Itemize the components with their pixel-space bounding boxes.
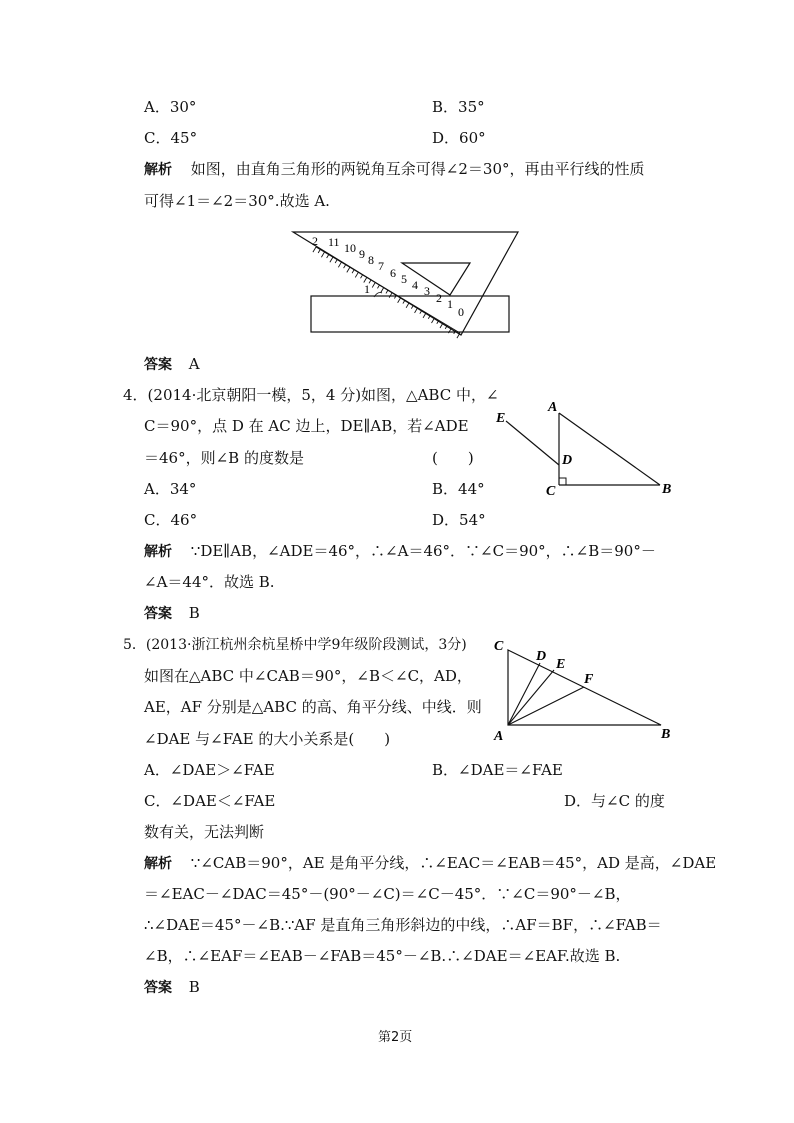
ruler-label: 6 xyxy=(390,266,396,280)
q5-stem-3: AE，AF 分别是△ABC 的高、角平分线、中线．则 xyxy=(144,698,482,716)
q5-stem-4: ∠DAE 与∠FAE 的大小关系是( ) xyxy=(144,730,391,748)
ruler-label: 0 xyxy=(458,305,464,319)
answer-value: A xyxy=(188,355,200,373)
q3-analysis xyxy=(144,158,644,181)
point-e-label: E xyxy=(496,411,506,426)
ruler-tick xyxy=(415,308,418,313)
ruler-tick xyxy=(389,293,392,298)
ruler-label: 2 xyxy=(312,234,318,248)
ruler-tick xyxy=(330,257,333,262)
ruler-tick xyxy=(352,270,354,273)
ruler-tick xyxy=(344,265,346,268)
q3-analysis-cont: 可得∠1＝∠2＝30°.故选 A. xyxy=(144,192,330,210)
q5-analysis-cont-1: ＝∠EAC－∠DAC＝45°－(90°－∠C)＝∠C－45°．∵∠C＝90°－∠B， xyxy=(144,885,631,903)
q4-analysis-cont: ∠A＝44°．故选 B. xyxy=(144,573,275,591)
point-f-label: F xyxy=(584,672,594,687)
q5-answer xyxy=(144,976,200,999)
q5-analysis xyxy=(144,852,716,875)
ruler-tick xyxy=(432,318,435,323)
point-c-label: C xyxy=(546,484,556,499)
q5-option-c: C．∠DAE＜∠FAE xyxy=(144,792,276,810)
q4-option-c: C．46° xyxy=(144,511,198,529)
q4-analysis xyxy=(144,540,656,563)
q3-option-d: D．60° xyxy=(432,129,486,147)
analysis-text: ∵DE∥AB，∠ADE＝46°，∴∠A＝46°．∵∠C＝90°，∴∠B＝90°－ xyxy=(190,542,656,560)
q4-option-a: A．34° xyxy=(144,480,197,498)
ruler-tick xyxy=(355,272,358,277)
analysis-label: 解析 xyxy=(144,856,172,872)
q5-stem-1: 5．(2013·浙江杭州余杭星桥中学9年级阶段测试，3分) xyxy=(123,637,467,653)
q5-analysis-cont-3: ∠B，∴∠EAF＝∠EAB－∠FAB＝45°－∠B.∴∠DAE＝∠EAF.故选 B. xyxy=(144,947,621,965)
q4-option-b: B．44° xyxy=(432,480,485,498)
q5-option-b: B．∠DAE＝∠FAE xyxy=(432,761,563,779)
ruler-tick xyxy=(386,290,388,293)
ruler-label: 4 xyxy=(412,278,418,292)
ruler-tick xyxy=(347,267,350,272)
ruler-label: 3 xyxy=(424,284,430,298)
ruler-tick xyxy=(381,287,384,292)
analysis-label: 解析 xyxy=(144,544,172,560)
ruler-label: 9 xyxy=(359,247,365,261)
ruler-tick xyxy=(398,298,401,303)
ruler-tick xyxy=(321,252,324,257)
analysis-text: 如图，由直角三角形的两锐角互余可得∠2＝30°，再由平行线的性质 xyxy=(190,160,645,178)
q4-stem-2: C＝90°，点 D 在 AC 边上，DE∥AB，若∠ADE xyxy=(144,417,469,435)
answer-label: 答案 xyxy=(144,980,172,996)
ruler-label: 11 xyxy=(328,235,340,249)
q4-stem-1: 4．(2014·北京朝阳一模，5，4 分)如图，△ABC 中，∠ xyxy=(123,386,499,404)
point-d-label: D xyxy=(562,453,573,468)
ruler-label: 2 xyxy=(436,291,442,305)
ruler-tick xyxy=(327,255,329,258)
analysis-label: 解析 xyxy=(144,162,172,178)
q3-option-a: A．30° xyxy=(144,98,197,116)
angle-1-label: 1 xyxy=(364,282,370,296)
q4-triangle-figure xyxy=(492,397,682,499)
q4-answer-paren: ( ) xyxy=(432,449,474,467)
ruler-tick xyxy=(318,250,320,253)
point-b-label: B xyxy=(661,727,671,742)
ruler-tick xyxy=(377,285,379,288)
q4-stem-3: ＝46°，则∠B 的度数是 xyxy=(144,449,304,467)
point-a-label: A xyxy=(548,400,558,415)
point-a-label: A xyxy=(494,729,504,744)
ruler-label: 8 xyxy=(368,253,374,267)
answer-value: B xyxy=(188,604,200,622)
ruler-tick xyxy=(372,282,375,287)
q5-triangle-figure xyxy=(490,634,680,746)
ruler-tick xyxy=(406,303,409,308)
q5-stem-2: 如图在△ABC 中∠CAB＝90°，∠B＜∠C，AD， xyxy=(144,667,472,685)
ruler-tick xyxy=(361,275,363,278)
q5-option-d-cont: 数有关，无法判断 xyxy=(144,823,265,841)
ruler-tick xyxy=(338,262,341,267)
ruler-label: 5 xyxy=(401,272,407,286)
answer-label: 答案 xyxy=(144,357,172,373)
answer-value: B xyxy=(188,978,200,996)
q4-option-d: D．54° xyxy=(432,511,486,529)
q5-analysis-cont-2: ∴∠DAE＝45°－∠B.∵AF 是直角三角形斜边的中线，∴AF＝BF，∴∠FAB＝ xyxy=(144,916,662,934)
ruler-tick xyxy=(335,260,337,263)
ruler-figure xyxy=(290,225,520,340)
ruler-label: 10 xyxy=(344,241,356,255)
page-number: 第2页 xyxy=(378,1030,413,1045)
answer-label: 答案 xyxy=(144,606,172,622)
point-e-label: E xyxy=(556,657,566,672)
ruler-tick xyxy=(423,313,426,318)
point-b-label: B xyxy=(662,482,672,497)
ruler-label: 7 xyxy=(378,259,384,273)
q3-option-c: C．45° xyxy=(144,129,198,147)
analysis-text: ∵∠CAB＝90°，AE 是角平分线，∴∠EAC＝∠EAB＝45°，AD 是高，∠DAE xyxy=(190,854,717,872)
ruler-label: 1 xyxy=(447,297,453,311)
q5-option-a: A．∠DAE＞∠FAE xyxy=(144,761,275,779)
point-d-label: D xyxy=(536,649,547,664)
q5-option-d: D．与∠C 的度 xyxy=(564,792,665,810)
q3-answer xyxy=(144,353,200,376)
q4-answer xyxy=(144,602,200,625)
q3-option-b: B．35° xyxy=(432,98,485,116)
point-c-label: C xyxy=(494,639,504,654)
